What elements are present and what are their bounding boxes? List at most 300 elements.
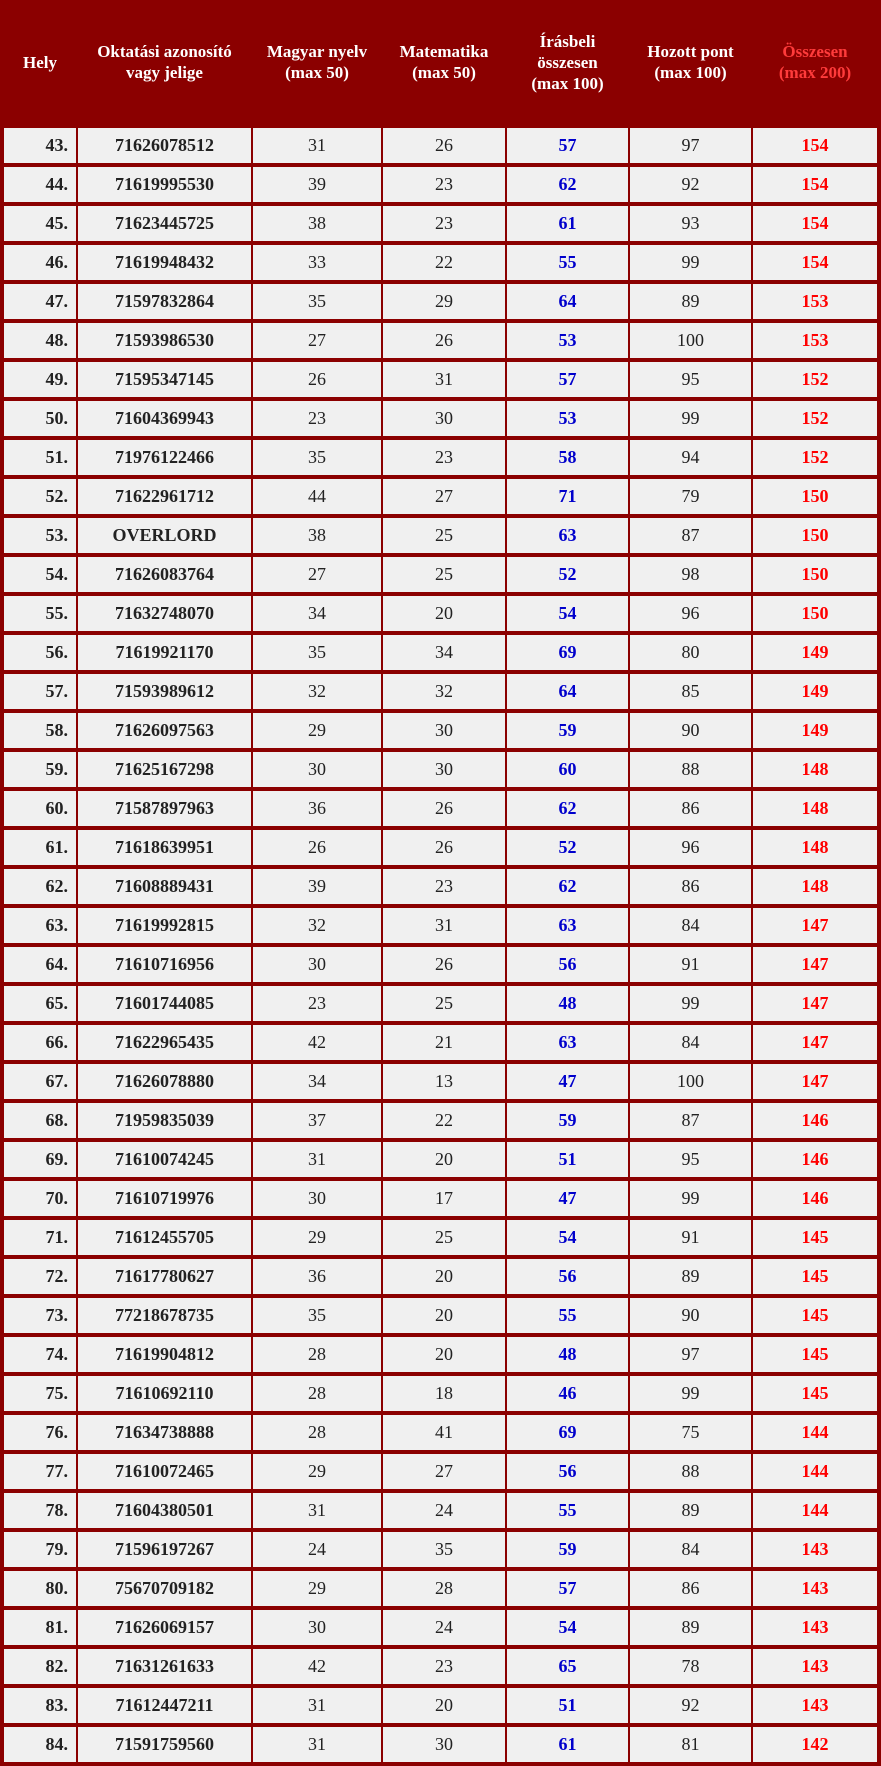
id-cell: 71626078880 [78, 1064, 251, 1099]
total-cell: 154 [753, 128, 877, 163]
math-score-cell: 20 [383, 1259, 505, 1294]
written-total-cell: 56 [507, 1259, 628, 1294]
total-cell: 143 [753, 1649, 877, 1684]
table-row [0, 945, 881, 984]
written-total-cell: 64 [507, 284, 628, 319]
total-cell: 145 [753, 1220, 877, 1255]
table-row [0, 594, 881, 633]
math-score-cell: 22 [383, 1103, 505, 1138]
hungarian-score-cell: 28 [253, 1376, 381, 1411]
brought-points-cell: 84 [630, 1532, 751, 1567]
brought-points-cell: 96 [630, 830, 751, 865]
brought-points-cell: 78 [630, 1649, 751, 1684]
brought-points-cell: 84 [630, 1025, 751, 1060]
rank-cell: 64. [4, 947, 76, 982]
brought-points-cell: 95 [630, 1142, 751, 1177]
written-total-cell: 51 [507, 1688, 628, 1723]
hungarian-score-cell: 42 [253, 1025, 381, 1060]
written-total-cell: 64 [507, 674, 628, 709]
hungarian-score-cell: 31 [253, 1727, 381, 1762]
total-cell: 147 [753, 986, 877, 1021]
id-cell: 71619904812 [78, 1337, 251, 1372]
math-score-cell: 20 [383, 1688, 505, 1723]
id-cell: 71634738888 [78, 1415, 251, 1450]
brought-points-cell: 95 [630, 362, 751, 397]
id-cell: 71596197267 [78, 1532, 251, 1567]
table-row [0, 126, 881, 165]
math-score-cell: 29 [383, 284, 505, 319]
total-cell: 146 [753, 1181, 877, 1216]
total-cell: 149 [753, 674, 877, 709]
id-cell: 71619921170 [78, 635, 251, 670]
total-cell: 154 [753, 167, 877, 202]
math-score-cell: 34 [383, 635, 505, 670]
brought-points-cell: 86 [630, 869, 751, 904]
rank-cell: 70. [4, 1181, 76, 1216]
hungarian-score-cell: 30 [253, 947, 381, 982]
hungarian-score-cell: 29 [253, 713, 381, 748]
table-row [0, 906, 881, 945]
id-cell: 71595347145 [78, 362, 251, 397]
written-total-cell: 69 [507, 1415, 628, 1450]
total-cell: 145 [753, 1259, 877, 1294]
total-cell: 150 [753, 479, 877, 514]
written-total-cell: 52 [507, 557, 628, 592]
table-header [0, 0, 881, 124]
brought-points-cell: 87 [630, 518, 751, 553]
id-cell: 71625167298 [78, 752, 251, 787]
hungarian-score-cell: 35 [253, 635, 381, 670]
math-score-cell: 30 [383, 752, 505, 787]
written-total-cell: 47 [507, 1181, 628, 1216]
math-score-cell: 20 [383, 1337, 505, 1372]
math-score-cell: 32 [383, 674, 505, 709]
math-score-cell: 25 [383, 518, 505, 553]
hungarian-score-cell: 33 [253, 245, 381, 280]
rank-cell: 65. [4, 986, 76, 1021]
hungarian-score-cell: 27 [253, 323, 381, 358]
hungarian-score-cell: 34 [253, 596, 381, 631]
total-cell: 149 [753, 713, 877, 748]
rank-cell: 76. [4, 1415, 76, 1450]
total-cell: 147 [753, 1025, 877, 1060]
written-total-cell: 55 [507, 1298, 628, 1333]
math-score-cell: 23 [383, 869, 505, 904]
table-row [0, 516, 881, 555]
total-cell: 145 [753, 1376, 877, 1411]
rank-cell: 73. [4, 1298, 76, 1333]
table-row [0, 438, 881, 477]
rank-cell: 66. [4, 1025, 76, 1060]
written-total-cell: 56 [507, 947, 628, 982]
math-score-cell: 24 [383, 1610, 505, 1645]
math-score-cell: 23 [383, 1649, 505, 1684]
math-score-cell: 13 [383, 1064, 505, 1099]
rank-cell: 54. [4, 557, 76, 592]
table-row [0, 789, 881, 828]
brought-points-cell: 99 [630, 1181, 751, 1216]
id-cell: 71976122466 [78, 440, 251, 475]
brought-points-cell: 96 [630, 596, 751, 631]
hungarian-score-cell: 32 [253, 908, 381, 943]
id-cell: 71617780627 [78, 1259, 251, 1294]
math-score-cell: 26 [383, 128, 505, 163]
hungarian-score-cell: 24 [253, 1532, 381, 1567]
id-cell: 71591759560 [78, 1727, 251, 1762]
rank-cell: 82. [4, 1649, 76, 1684]
rank-cell: 58. [4, 713, 76, 748]
written-total-cell: 47 [507, 1064, 628, 1099]
rank-cell: 79. [4, 1532, 76, 1567]
math-score-cell: 22 [383, 245, 505, 280]
hungarian-score-cell: 28 [253, 1337, 381, 1372]
rank-cell: 44. [4, 167, 76, 202]
table-row [0, 1608, 881, 1647]
written-total-cell: 59 [507, 1103, 628, 1138]
brought-points-cell: 89 [630, 284, 751, 319]
id-cell: 71959835039 [78, 1103, 251, 1138]
written-total-cell: 54 [507, 1220, 628, 1255]
hungarian-score-cell: 31 [253, 1493, 381, 1528]
table-row [0, 1023, 881, 1062]
id-cell: 71622961712 [78, 479, 251, 514]
brought-points-cell: 86 [630, 1571, 751, 1606]
hungarian-score-cell: 44 [253, 479, 381, 514]
rank-cell: 75. [4, 1376, 76, 1411]
id-cell: 71626083764 [78, 557, 251, 592]
id-cell: 71631261633 [78, 1649, 251, 1684]
id-cell: 71593989612 [78, 674, 251, 709]
header-written-total: Írásbeli összesen (max 100) [531, 31, 604, 93]
table-row [0, 1218, 881, 1257]
written-total-cell: 63 [507, 518, 628, 553]
math-score-cell: 31 [383, 908, 505, 943]
total-cell: 153 [753, 323, 877, 358]
written-total-cell: 54 [507, 596, 628, 631]
id-cell: 71622965435 [78, 1025, 251, 1060]
rank-cell: 51. [4, 440, 76, 475]
written-total-cell: 61 [507, 1727, 628, 1762]
id-cell: 71597832864 [78, 284, 251, 319]
total-cell: 150 [753, 596, 877, 631]
brought-points-cell: 90 [630, 1298, 751, 1333]
hungarian-score-cell: 28 [253, 1415, 381, 1450]
total-cell: 150 [753, 557, 877, 592]
table-row [0, 750, 881, 789]
rank-cell: 55. [4, 596, 76, 631]
math-score-cell: 26 [383, 791, 505, 826]
id-cell: 71593986530 [78, 323, 251, 358]
id-cell: 71604369943 [78, 401, 251, 436]
total-cell: 152 [753, 401, 877, 436]
brought-points-cell: 89 [630, 1493, 751, 1528]
written-total-cell: 59 [507, 1532, 628, 1567]
written-total-cell: 55 [507, 1493, 628, 1528]
brought-points-cell: 97 [630, 128, 751, 163]
written-total-cell: 46 [507, 1376, 628, 1411]
math-score-cell: 30 [383, 713, 505, 748]
rank-cell: 63. [4, 908, 76, 943]
table-row [0, 1101, 881, 1140]
id-cell: 77218678735 [78, 1298, 251, 1333]
written-total-cell: 53 [507, 401, 628, 436]
table-row [0, 1491, 881, 1530]
written-total-cell: 56 [507, 1454, 628, 1489]
table-row [0, 399, 881, 438]
table-row [0, 555, 881, 594]
math-score-cell: 35 [383, 1532, 505, 1567]
total-cell: 146 [753, 1142, 877, 1177]
math-score-cell: 27 [383, 1454, 505, 1489]
hungarian-score-cell: 34 [253, 1064, 381, 1099]
total-cell: 154 [753, 245, 877, 280]
total-cell: 148 [753, 869, 877, 904]
table-row [0, 1257, 881, 1296]
hungarian-score-cell: 42 [253, 1649, 381, 1684]
math-score-cell: 20 [383, 596, 505, 631]
brought-points-cell: 94 [630, 440, 751, 475]
math-score-cell: 17 [383, 1181, 505, 1216]
hungarian-score-cell: 35 [253, 1298, 381, 1333]
total-cell: 143 [753, 1532, 877, 1567]
total-cell: 143 [753, 1610, 877, 1645]
brought-points-cell: 91 [630, 1220, 751, 1255]
brought-points-cell: 99 [630, 401, 751, 436]
rank-cell: 77. [4, 1454, 76, 1489]
written-total-cell: 55 [507, 245, 628, 280]
total-cell: 148 [753, 830, 877, 865]
table-row [0, 1530, 881, 1569]
total-cell: 146 [753, 1103, 877, 1138]
id-cell: 71610072465 [78, 1454, 251, 1489]
total-cell: 149 [753, 635, 877, 670]
written-total-cell: 59 [507, 713, 628, 748]
total-cell: 152 [753, 440, 877, 475]
math-score-cell: 25 [383, 1220, 505, 1255]
math-score-cell: 28 [383, 1571, 505, 1606]
id-cell: 71608889431 [78, 869, 251, 904]
id-cell: 71601744085 [78, 986, 251, 1021]
hungarian-score-cell: 31 [253, 1688, 381, 1723]
rank-cell: 46. [4, 245, 76, 280]
hungarian-score-cell: 35 [253, 440, 381, 475]
table-row [0, 711, 881, 750]
rank-cell: 53. [4, 518, 76, 553]
math-score-cell: 23 [383, 440, 505, 475]
table-row [0, 477, 881, 516]
math-score-cell: 21 [383, 1025, 505, 1060]
table-row [0, 1062, 881, 1101]
table-row [0, 1296, 881, 1335]
math-score-cell: 26 [383, 830, 505, 865]
brought-points-cell: 88 [630, 1454, 751, 1489]
hungarian-score-cell: 23 [253, 986, 381, 1021]
written-total-cell: 48 [507, 986, 628, 1021]
brought-points-cell: 75 [630, 1415, 751, 1450]
table-row [0, 243, 881, 282]
table-row [0, 633, 881, 672]
brought-points-cell: 89 [630, 1610, 751, 1645]
table-row [0, 1647, 881, 1686]
table-row [0, 1725, 881, 1764]
brought-points-cell: 92 [630, 167, 751, 202]
brought-points-cell: 92 [630, 1688, 751, 1723]
math-score-cell: 41 [383, 1415, 505, 1450]
rank-cell: 67. [4, 1064, 76, 1099]
written-total-cell: 62 [507, 791, 628, 826]
table-body [0, 126, 881, 1764]
rank-cell: 71. [4, 1220, 76, 1255]
rank-cell: 72. [4, 1259, 76, 1294]
rank-cell: 49. [4, 362, 76, 397]
math-score-cell: 31 [383, 362, 505, 397]
table-row [0, 1179, 881, 1218]
table-row [0, 165, 881, 204]
hungarian-score-cell: 31 [253, 128, 381, 163]
table-row [0, 1335, 881, 1374]
table-row [0, 321, 881, 360]
id-cell: 71632748070 [78, 596, 251, 631]
id-cell: 71587897963 [78, 791, 251, 826]
table-row [0, 1140, 881, 1179]
total-cell: 143 [753, 1571, 877, 1606]
written-total-cell: 52 [507, 830, 628, 865]
math-score-cell: 20 [383, 1142, 505, 1177]
brought-points-cell: 93 [630, 206, 751, 241]
total-cell: 144 [753, 1415, 877, 1450]
hungarian-score-cell: 38 [253, 518, 381, 553]
rank-cell: 68. [4, 1103, 76, 1138]
table-row [0, 1374, 881, 1413]
brought-points-cell: 86 [630, 791, 751, 826]
written-total-cell: 57 [507, 128, 628, 163]
rank-cell: 62. [4, 869, 76, 904]
written-total-cell: 62 [507, 167, 628, 202]
hungarian-score-cell: 29 [253, 1571, 381, 1606]
written-total-cell: 51 [507, 1142, 628, 1177]
rank-cell: 69. [4, 1142, 76, 1177]
brought-points-cell: 99 [630, 986, 751, 1021]
brought-points-cell: 100 [630, 323, 751, 358]
brought-points-cell: 88 [630, 752, 751, 787]
written-total-cell: 60 [507, 752, 628, 787]
written-total-cell: 63 [507, 908, 628, 943]
hungarian-score-cell: 27 [253, 557, 381, 592]
table-row [0, 984, 881, 1023]
total-cell: 153 [753, 284, 877, 319]
hungarian-score-cell: 38 [253, 206, 381, 241]
table-row [0, 828, 881, 867]
total-cell: 152 [753, 362, 877, 397]
written-total-cell: 57 [507, 362, 628, 397]
id-cell: 71610074245 [78, 1142, 251, 1177]
rank-cell: 47. [4, 284, 76, 319]
written-total-cell: 69 [507, 635, 628, 670]
math-score-cell: 26 [383, 947, 505, 982]
written-total-cell: 53 [507, 323, 628, 358]
written-total-cell: 62 [507, 869, 628, 904]
id-cell: 71619995530 [78, 167, 251, 202]
math-score-cell: 27 [383, 479, 505, 514]
id-cell: 71618639951 [78, 830, 251, 865]
total-cell: 145 [753, 1337, 877, 1372]
brought-points-cell: 90 [630, 713, 751, 748]
brought-points-cell: 81 [630, 1727, 751, 1762]
total-cell: 150 [753, 518, 877, 553]
rank-cell: 60. [4, 791, 76, 826]
math-score-cell: 24 [383, 1493, 505, 1528]
header-hungarian: Magyar nyelv (max 50) [266, 42, 368, 82]
brought-points-cell: 99 [630, 245, 751, 280]
table-row [0, 1569, 881, 1608]
rank-cell: 78. [4, 1493, 76, 1528]
math-score-cell: 30 [383, 1727, 505, 1762]
id-cell: 71612447211 [78, 1688, 251, 1723]
written-total-cell: 63 [507, 1025, 628, 1060]
math-score-cell: 25 [383, 557, 505, 592]
math-score-cell: 26 [383, 323, 505, 358]
hungarian-score-cell: 31 [253, 1142, 381, 1177]
brought-points-cell: 84 [630, 908, 751, 943]
hungarian-score-cell: 30 [253, 752, 381, 787]
rank-cell: 45. [4, 206, 76, 241]
header-math: Matematika (max 50) [399, 42, 489, 82]
id-cell: 75670709182 [78, 1571, 251, 1606]
header-rank: Hely [23, 52, 57, 72]
brought-points-cell: 100 [630, 1064, 751, 1099]
id-cell: 71619992815 [78, 908, 251, 943]
total-cell: 147 [753, 908, 877, 943]
table-row [0, 204, 881, 243]
hungarian-score-cell: 30 [253, 1181, 381, 1216]
brought-points-cell: 91 [630, 947, 751, 982]
written-total-cell: 65 [507, 1649, 628, 1684]
hungarian-score-cell: 37 [253, 1103, 381, 1138]
rank-cell: 59. [4, 752, 76, 787]
header-id: Oktatási azonosító vagy jelige [97, 42, 232, 82]
rank-cell: 84. [4, 1727, 76, 1762]
written-total-cell: 71 [507, 479, 628, 514]
table-row [0, 282, 881, 321]
written-total-cell: 61 [507, 206, 628, 241]
id-cell: 71610719976 [78, 1181, 251, 1216]
rank-cell: 81. [4, 1610, 76, 1645]
id-cell: 71626097563 [78, 713, 251, 748]
rank-cell: 80. [4, 1571, 76, 1606]
hungarian-score-cell: 36 [253, 791, 381, 826]
total-cell: 147 [753, 947, 877, 982]
brought-points-cell: 89 [630, 1259, 751, 1294]
rank-cell: 83. [4, 1688, 76, 1723]
id-cell: 71626069157 [78, 1610, 251, 1645]
id-cell: 71612455705 [78, 1220, 251, 1255]
written-total-cell: 54 [507, 1610, 628, 1645]
total-cell: 148 [753, 752, 877, 787]
brought-points-cell: 97 [630, 1337, 751, 1372]
total-cell: 142 [753, 1727, 877, 1762]
id-cell: 71619948432 [78, 245, 251, 280]
total-cell: 145 [753, 1298, 877, 1333]
id-cell: 71626078512 [78, 128, 251, 163]
brought-points-cell: 87 [630, 1103, 751, 1138]
hungarian-score-cell: 36 [253, 1259, 381, 1294]
math-score-cell: 18 [383, 1376, 505, 1411]
id-cell: 71610716956 [78, 947, 251, 982]
written-total-cell: 58 [507, 440, 628, 475]
brought-points-cell: 79 [630, 479, 751, 514]
id-cell: 71610692110 [78, 1376, 251, 1411]
math-score-cell: 23 [383, 167, 505, 202]
